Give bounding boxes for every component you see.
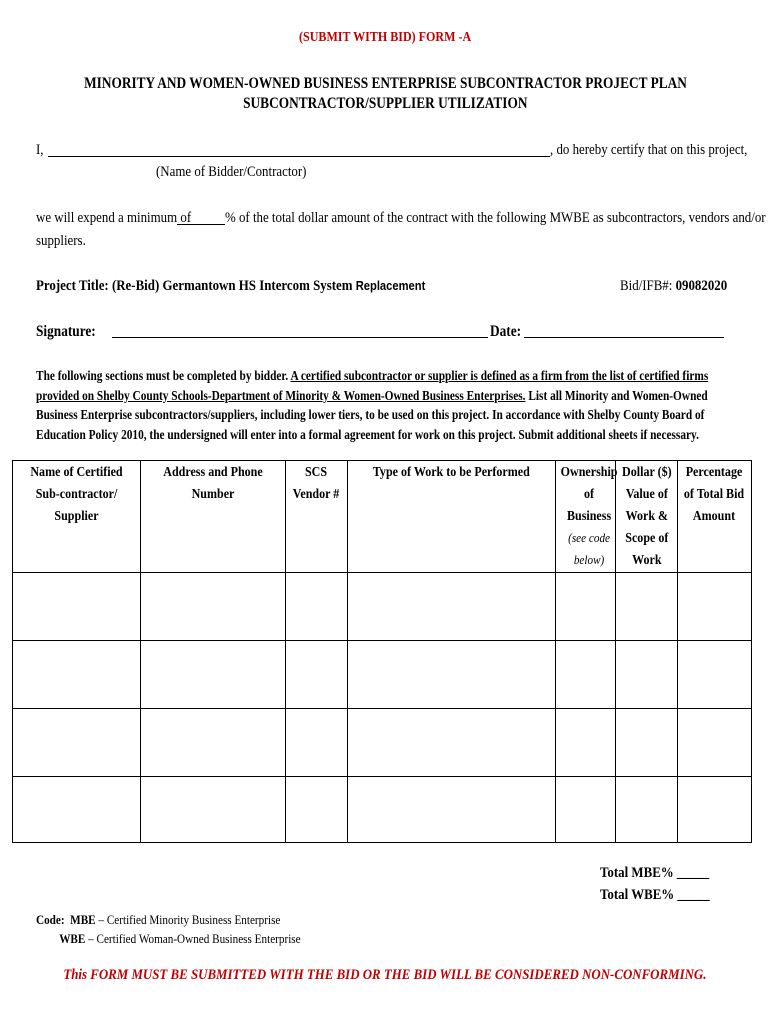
table-header-row <box>13 461 752 573</box>
cell-name[interactable] <box>13 573 141 641</box>
cell-percentage[interactable] <box>678 641 752 709</box>
cell-ownership[interactable] <box>556 709 616 777</box>
cell-work-type[interactable] <box>348 573 556 641</box>
col-header-percentage: Percentage of Total Bid Amount <box>678 461 752 573</box>
col-header-name: Name of Certified Sub-contractor/ Supplier <box>13 461 141 573</box>
code-legend <box>36 910 344 948</box>
cell-ownership[interactable] <box>556 641 616 709</box>
bidder-name-caption: (Name of Bidder/Contractor) <box>156 164 307 180</box>
submission-warning: This FORM MUST BE SUBMITTED WITH THE BID OR THE BID WILL BE CONSIDERED NON-CONFORMING. <box>63 967 707 983</box>
cell-name[interactable] <box>13 777 141 843</box>
mbe-code: MBE <box>70 912 96 927</box>
cell-dollar-value[interactable] <box>616 709 678 777</box>
code-label: Code: <box>36 912 65 927</box>
cell-address[interactable] <box>141 709 286 777</box>
cell-name[interactable] <box>13 709 141 777</box>
bidder-name-field[interactable] <box>48 156 550 157</box>
instructions-paragraph: The following sections must be completed by bidder. A certified subcontractor or supplier is defined as a firm from the list of certified firms provided on Shelby County Schools-Department of Minority & Women-Owned Business Enterprises. List all Minority and Women-Owned Business Enterprise subcontractors/suppliers, including lower tiers, to be used on this project. In accordance with Shelby County Board of Education Policy 2010, the undersigned will enter into a formal agreement for work on this project. Submit additional sheets if necessary. <box>36 368 709 442</box>
cell-dollar-value[interactable] <box>616 777 678 843</box>
total-mbe[interactable]: Total MBE% _____ <box>600 865 710 881</box>
cell-address[interactable] <box>141 641 286 709</box>
mbe-description: – Certified Minority Business Enterprise <box>95 912 281 927</box>
cell-percentage[interactable] <box>678 573 752 641</box>
cell-address[interactable] <box>141 777 286 843</box>
cell-scs-vendor[interactable] <box>286 641 348 709</box>
total-wbe[interactable]: Total WBE% _____ <box>600 887 711 903</box>
table-row <box>13 777 752 843</box>
wbe-description: – Certified Woman-Owned Business Enterprise <box>85 931 301 946</box>
bid-number: Bid/IFB#: 09082020 <box>620 278 728 294</box>
subcontractor-table <box>12 460 752 843</box>
signature-label: Signature: <box>36 323 96 340</box>
expend-line2: suppliers. <box>36 233 86 249</box>
cell-scs-vendor[interactable] <box>286 709 348 777</box>
col-header-work-type: Type of Work to be Performed <box>348 461 556 573</box>
expend-suffix: % of the total dollar amount of the contract with the following MWBE as subcontractors, vendors and/or <box>225 210 766 226</box>
table-row <box>13 573 752 641</box>
col-header-address: Address and Phone Number <box>141 461 286 573</box>
cell-work-type[interactable] <box>348 641 556 709</box>
cell-scs-vendor[interactable] <box>286 573 348 641</box>
cell-work-type[interactable] <box>348 709 556 777</box>
certify-suffix: , do hereby certify that on this project, <box>550 142 748 158</box>
cell-work-type[interactable] <box>348 777 556 843</box>
totals-block <box>600 862 728 906</box>
table-row <box>13 641 752 709</box>
cell-dollar-value[interactable] <box>616 573 678 641</box>
cell-scs-vendor[interactable] <box>286 777 348 843</box>
col-header-ownership: Ownership of Business (see code below) <box>556 461 616 573</box>
minimum-percent-field[interactable] <box>177 224 225 225</box>
col-header-dollar-value: Dollar ($) Value of Work & Scope of Work <box>616 461 678 573</box>
cell-ownership[interactable] <box>556 777 616 843</box>
cell-name[interactable] <box>13 641 141 709</box>
cell-address[interactable] <box>141 573 286 641</box>
page-subtitle: SUBCONTRACTOR/SUPPLIER UTILIZATION <box>242 95 528 112</box>
form-label: (SUBMIT WITH BID) FORM -A <box>298 30 472 45</box>
cell-percentage[interactable] <box>678 709 752 777</box>
cell-percentage[interactable] <box>678 777 752 843</box>
signature-field[interactable] <box>112 337 488 338</box>
wbe-code: WBE <box>59 931 86 946</box>
cell-ownership[interactable] <box>556 573 616 641</box>
date-field[interactable] <box>524 337 724 338</box>
date-label: Date: <box>490 323 522 340</box>
certify-prefix: I, <box>36 142 44 158</box>
cell-dollar-value[interactable] <box>616 641 678 709</box>
page-title: MINORITY AND WOMEN-OWNED BUSINESS ENTERPRISE SUBCONTRACTOR PROJECT PLAN <box>83 75 687 92</box>
table-row <box>13 709 752 777</box>
expend-prefix: we will expend a minimum of <box>36 210 192 226</box>
col-header-scs-vendor: SCS Vendor # <box>286 461 348 573</box>
project-title: Project Title: (Re-Bid) Germantown HS Intercom System Replacement <box>36 278 426 294</box>
